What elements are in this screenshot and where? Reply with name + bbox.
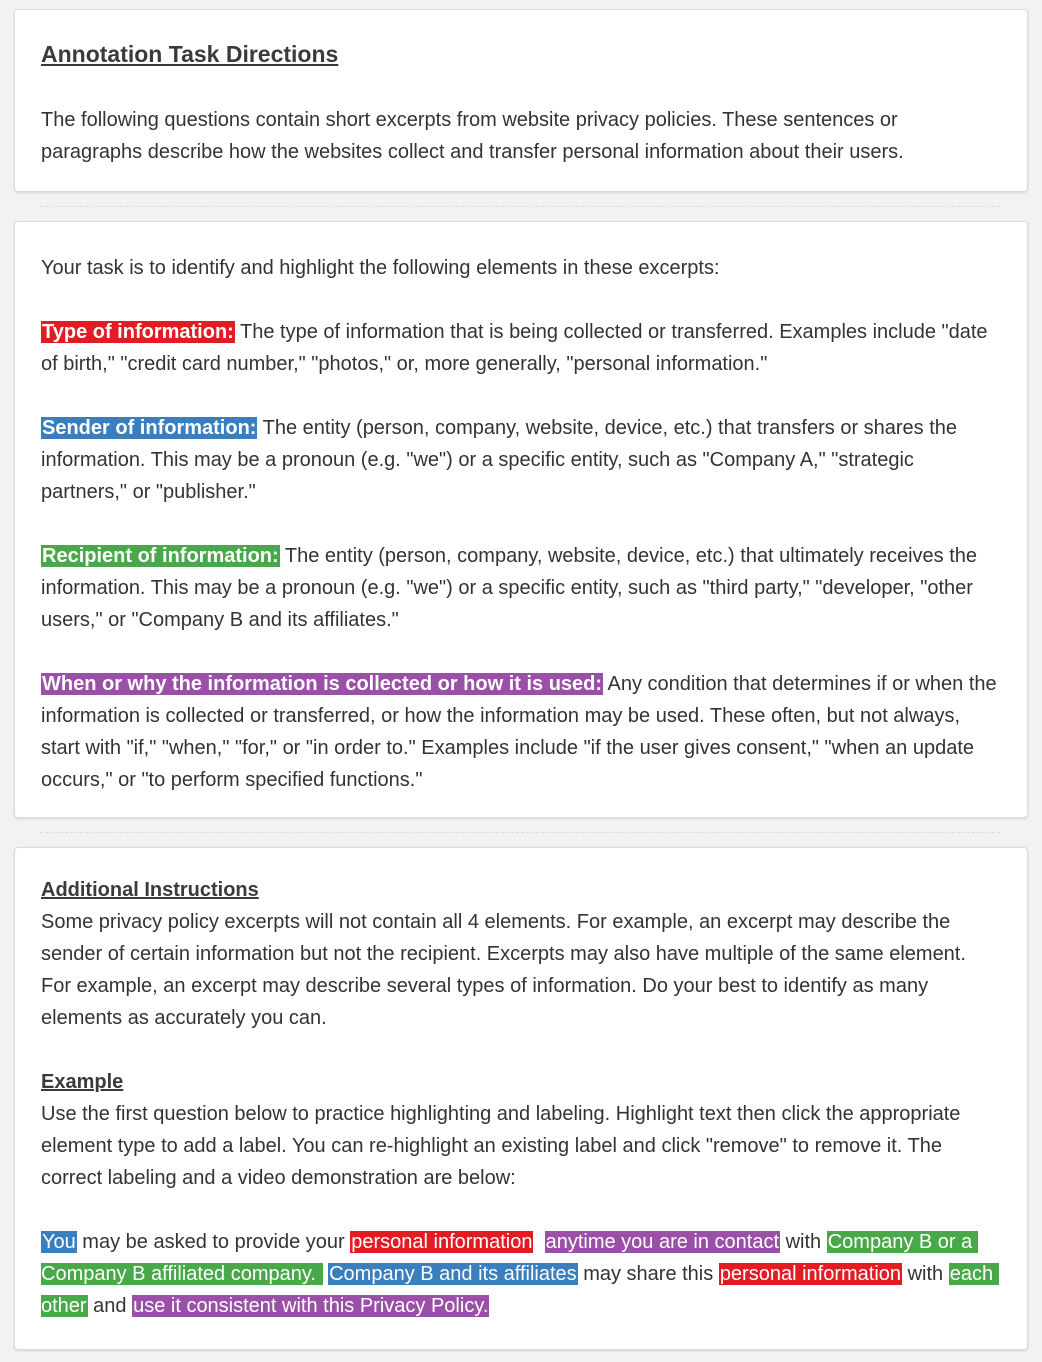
section-divider: [40, 206, 1000, 207]
sender-definition: [41, 412, 1001, 508]
elements-panel: [14, 221, 1028, 818]
example-excerpt: [41, 1226, 1001, 1322]
highlight-recipient[interactable]: each other: [41, 1263, 999, 1317]
additional-body: Some privacy policy excerpts will not contain all 4 elements. For example, an excerpt may describe the sender of certain information but not the recipient. Excerpts may also have multiple of the same element. For example, an excerpt may describe several types of information. Do your best to identify as many elements as accurately you can.: [41, 911, 966, 1029]
section-divider: [40, 832, 1000, 833]
highlight-condition[interactable]: use it consistent with this Privacy Policy.: [133, 1295, 489, 1317]
highlight-sender[interactable]: Company B and its affiliates: [329, 1263, 577, 1285]
excerpt-text: [533, 1231, 544, 1253]
highlight-type[interactable]: personal information: [351, 1231, 533, 1253]
instructions-panel: [14, 847, 1028, 1350]
sender-description: The entity (person, company, website, device, etc.) that transfers or shares the information. This may be a pronoun (e.g. "we") or a specific entity, such as "Company A," "strategic partners," or "publisher.": [41, 417, 958, 503]
type-label: Type of information:: [42, 321, 234, 343]
excerpt-text: with: [780, 1231, 827, 1253]
page-title: Annotation Task Directions: [41, 41, 339, 67]
highlight-type[interactable]: personal information: [719, 1263, 902, 1285]
recipient-label: Recipient of information:: [42, 545, 279, 567]
highlight-sender[interactable]: You: [42, 1231, 76, 1253]
excerpt-text: and: [87, 1295, 133, 1317]
type-description: The type of information that is being collected or transferred. Examples include "date of birth," "credit card number," "photos," or, more generally, "personal information.": [41, 321, 988, 375]
elements-lead: Your task is to identify and highlight the following elements in these excerpts:: [41, 257, 720, 279]
example-heading: Example: [41, 1071, 124, 1093]
highlight-condition[interactable]: anytime you are in contact: [545, 1231, 780, 1253]
additional-instructions: [41, 874, 1001, 1034]
directions-intro: The following questions contain short excerpts from website privacy policies. These sentences or paragraphs describe how the websites collect and transfer personal information about their users.: [41, 109, 904, 163]
excerpt-text: with: [902, 1263, 949, 1285]
sender-label: Sender of information:: [42, 417, 257, 439]
condition-definition: [41, 668, 1001, 796]
excerpt-text: may share this: [577, 1263, 719, 1285]
example-body: Use the first question below to practice highlighting and labeling. Highlight text then click the appropriate element type to add a label. You can re-highlight an existing label and click "remove" to remove it. The correct labeling and a video demonstration are below:: [41, 1103, 961, 1189]
type-definition: [41, 316, 1001, 380]
additional-heading: Additional Instructions: [41, 879, 259, 901]
highlight-recipient[interactable]: Company B or a Company B affiliated company.: [41, 1231, 978, 1285]
condition-label: When or why the information is collected or how it is used:: [42, 673, 603, 695]
example-section: [41, 1066, 1001, 1322]
recipient-description: The entity (person, company, website, device, etc.) that ultimately receives the information. This may be a pronoun (e.g. "we") or a specific entity, such as "third party," "developer, "other users," or "Company B and its affiliates.": [41, 545, 978, 631]
condition-description: Any condition that determines if or when the information is collected or transferred, or how the information may be used. These often, but not always, start with "if," "when," "for," or "in order to." Examples include "if the user gives consent," "when an update occurs," or "to perform specified functions.": [41, 673, 997, 791]
excerpt-text: may be asked to provide your: [76, 1231, 351, 1253]
directions-panel: [14, 9, 1028, 192]
recipient-definition: [41, 540, 1001, 636]
